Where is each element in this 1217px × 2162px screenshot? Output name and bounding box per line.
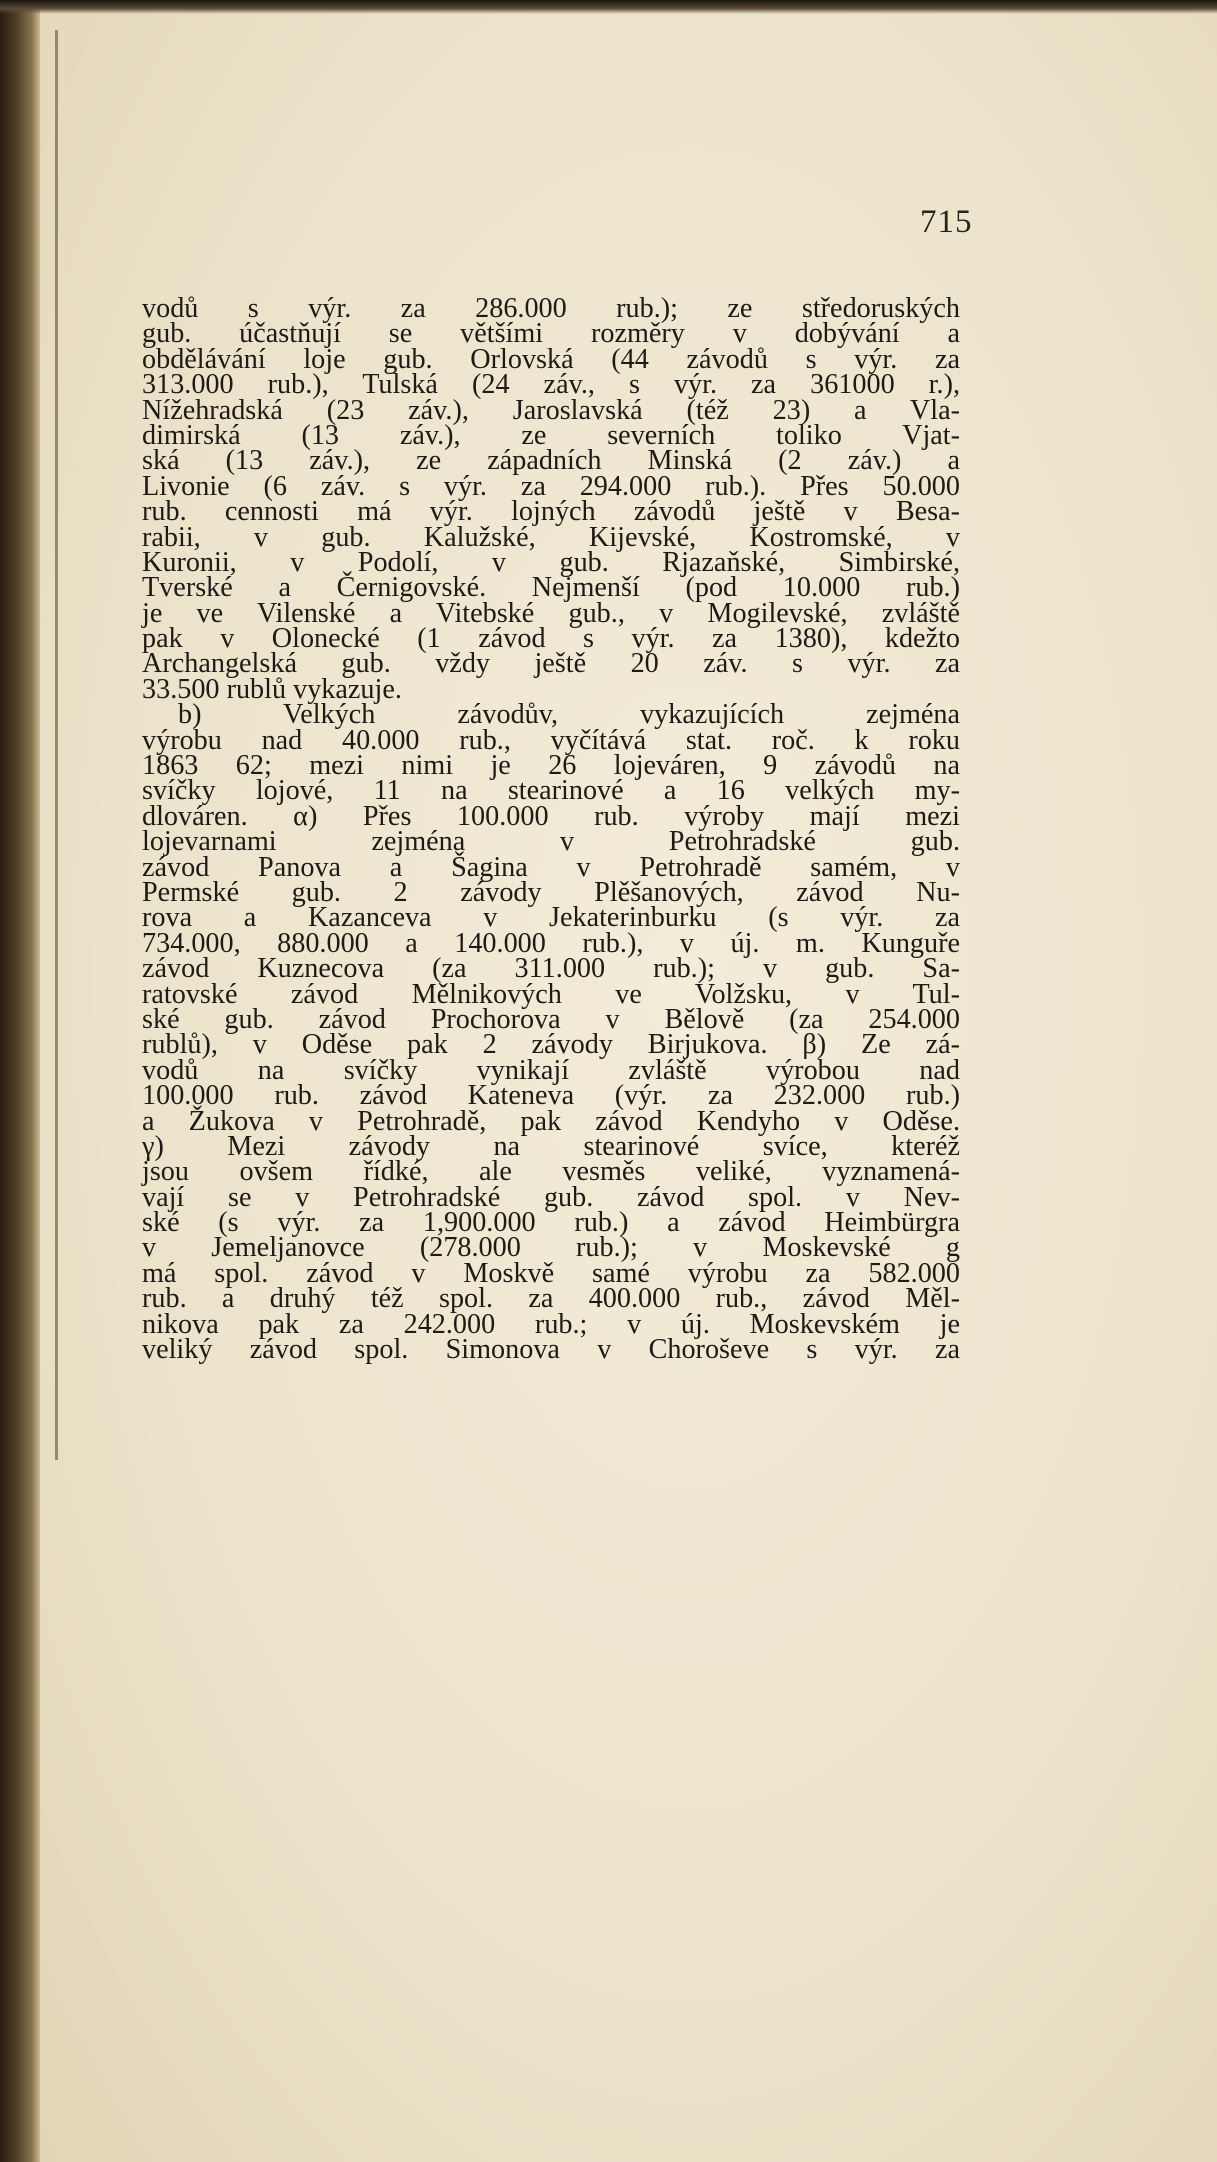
text-line: 734.000, 880.000 a 140.000 rub.), v új. m. Kunguře bbox=[142, 927, 960, 959]
text-line: γ) Mezi závody na stearinové svíce, kteréž bbox=[142, 1130, 960, 1162]
text-line: vodů na svíčky vynikají zvláště výrobou nad bbox=[142, 1054, 960, 1086]
page-number: 715 bbox=[920, 204, 973, 240]
text-line: ské (s výr. za 1,900.000 rub.) a závod Heimbürgra bbox=[142, 1207, 960, 1239]
text-line: rabii, v gub. Kalužské, Kijevské, Kostromské, v bbox=[142, 521, 960, 553]
text-line: rub. a druhý též spol. za 400.000 rub., závod Měl- bbox=[142, 1283, 960, 1315]
text-line: ské gub. závod Prochorova v Bělově (za 254.000 bbox=[142, 1003, 960, 1035]
text-line: Tverské a Černigovské. Nejmenší (pod 10.000 rub.) bbox=[142, 572, 960, 604]
book-binding-edge bbox=[0, 0, 40, 2162]
text-line: rublů), v Oděse pak 2 závody Birjukova. β) Ze zá- bbox=[142, 1029, 960, 1061]
text-line: závod Kuznecova (za 311.000 rub.); v gub. Sa- bbox=[142, 953, 960, 985]
text-line: svíčky lojové, 11 na stearinové a 16 velkých my- bbox=[142, 775, 960, 807]
text-line: v Jemeljanovce (278.000 rub.); v Moskevské g bbox=[142, 1232, 960, 1264]
text-line: veliký závod spol. Simonova v Choroševe s výr. za bbox=[142, 1334, 960, 1366]
text-line: b) Velkých závodův, vykazujících zejména bbox=[178, 699, 960, 731]
body-text bbox=[142, 293, 960, 1366]
text-line: 313.000 rub.), Tulská (24 záv., s výr. za 361000 r.), bbox=[142, 369, 960, 401]
text-line: gub. účastňují se většími rozměry v dobývání a bbox=[142, 318, 960, 350]
text-line: ská (13 záv.), ze západních Minská (2 záv.) a bbox=[142, 445, 960, 477]
text-line: rova a Kazanceva v Jekaterinburku (s výr. za bbox=[142, 902, 960, 934]
text-line: vají se v Petrohradské gub. závod spol. v Nev- bbox=[142, 1181, 960, 1213]
text-line: 33.500 rublů vykazuje. bbox=[142, 673, 402, 705]
text-line: dimirská (13 záv.), ze severních toliko Vjat- bbox=[142, 419, 960, 451]
text-line: jsou ovšem řídké, ale vesměs veliké, vyznamená- bbox=[142, 1156, 960, 1188]
text-line: rub. cennosti má výr. lojných závodů ještě v Besa- bbox=[142, 496, 960, 528]
text-line: pak v Olonecké (1 závod s výr. za 1380), kdežto bbox=[142, 623, 960, 655]
text-line: vodů s výr. za 286.000 rub.); ze středoruských bbox=[142, 293, 960, 324]
text-line: Permské gub. 2 závody Plěšanových, závod Nu- bbox=[142, 876, 960, 908]
text-line: Livonie (6 záv. s výr. za 294.000 rub.). Přes 50.000 bbox=[142, 470, 960, 502]
text-line: 100.000 rub. závod Kateneva (výr. za 232.000 rub.) bbox=[142, 1080, 960, 1112]
text-line: dlováren. α) Přes 100.000 rub. výroby mají mezi bbox=[142, 800, 960, 832]
page-fold-line bbox=[55, 30, 58, 1460]
text-line: nikova pak za 242.000 rub.; v új. Moskevském je bbox=[142, 1308, 960, 1340]
text-line: závod Panova a Šagina v Petrohradě samém, v bbox=[142, 851, 960, 883]
text-line: Kuronii, v Podolí, v gub. Rjazaňské, Simbirské, bbox=[142, 546, 960, 578]
text-line: má spol. závod v Moskvě samé výrobu za 582.000 bbox=[142, 1257, 960, 1289]
text-line: Archangelská gub. vždy ještě 20 záv. s výr. za bbox=[142, 648, 960, 680]
text-line: Nížehradská (23 záv.), Jaroslavská (též 23) a Vla- bbox=[142, 394, 960, 426]
text-line: je ve Vilenské a Vitebské gub., v Mogilevské, zvláště bbox=[142, 597, 960, 629]
text-line: a Žukova v Petrohradě, pak závod Kendyho v Oděse. bbox=[142, 1105, 960, 1137]
text-line: ratovské závod Mělnikových ve Volžsku, v Tul- bbox=[142, 978, 960, 1010]
text-line: obdělávání loje gub. Orlovská (44 závodů s výr. za bbox=[142, 343, 960, 375]
text-line: 1863 62; mezi nimi je 26 lojeváren, 9 závodů na bbox=[142, 750, 960, 782]
text-line: lojevarnami zejména v Petrohradské gub. bbox=[142, 826, 960, 858]
text-line: výrobu nad 40.000 rub., vyčítává stat. roč. k roku bbox=[142, 724, 960, 756]
page-top-edge bbox=[0, 0, 1217, 14]
